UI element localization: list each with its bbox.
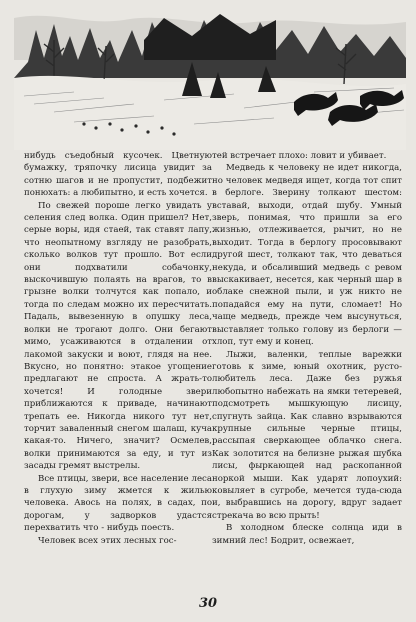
paragraph: Медведь к человеку не идет никогда, но человек медведя ищет, когда тот спит в берлоге. Зверину толкают шестом: вставай, выходи, отдай шубу. Умный зверь, понимая, что пришли за его жизнью, отлеживается, рычит, но не выходит. Тогда в берлогу просовывают другой шест, толкают так, что деваться некуда, и обсаливший медведь с ревом выскакивает, несется, как черный шар в облаке снежной пыли, и уж никто не попадайся ему на пути, сломает! Но чаще медведь, прежде чем высунуться, выставляет только голову из берлоги — хлоп, тут ему и конец. (212, 163, 402, 348)
paragraph: Человек всех этих лесных гос- (38, 535, 177, 546)
paragraph: В холодном блеске солнца иди в зимний лес! Бодрит, освежает, (212, 523, 402, 546)
winter-forest-wolves-illustration (14, 0, 406, 150)
right-column (212, 150, 402, 547)
paragraph: Лыжи, валенки, теплые варежки готовь к зиме, юный охотник, русто-любитель леса. Даже без ружья любопытно набежать на ямки тетеревей, подсмотреть мышкующую лисицу, спугнуть зайца. Как славно взрываются крупные сильные черные птицы, рассыпая сверкающее облачко снега. Как золотится на белизне рыжая шубка лисы, фыркающей над раскопанной норкой мыши. Как ударят лопоухий: ковыляет в сугробе, мечется туда-сюда и, выбравшись на дорогу, вдруг задает стрекача во всю прыть! (212, 349, 402, 521)
paragraph: По свежей пороше легко увидать у селения след волка. Один пришел? Нет, серые воры, идя стаей, так ставят лапу, что неопытному взгляду не разобрать, сколько волков тут прошло. Вот если они подхватили собачонку, выскочившую полаять на врагов, то в грызне волки толчутся как попало, и тогда по следам можно их пересчитать. Падаль, вывезенную в опушку леса, волки не трогают долго. Они бегают мимо, усаживаются в отдалении от лакомой закуски и воют, глядя на нее. Вкусно, но понятно: этакое угощение предлагают не спроста. А жрать-то хочется! И голодные звери приближаются к приваде, начинают трепать ее. Никогда никого тут нет, торчит заваленный снегом шалаш, куча какая-то. Ничего, значит? Осмелев, волки принимаются за еду, и тут из засады гремят выстрелы. (24, 200, 212, 472)
paragraph: Все птицы, звери, все население леса в глухую зиму жмется к жилью человека. Авось на полях, в садах, по дорогам, у задворков удастся перехватить что - нибудь поесть. (24, 473, 212, 534)
paragraph: нибудь съедобный кусочек. Цветную бумажку, тряпочку лисица увидит за сотню шагов и не пропустит, подбежит понюхать: а любипытно, и есть хочется. (24, 151, 212, 199)
paragraph: тей встречает плохо: ловит и убивает. (212, 151, 387, 161)
page-number: 30 (198, 596, 218, 611)
left-column (24, 150, 212, 547)
